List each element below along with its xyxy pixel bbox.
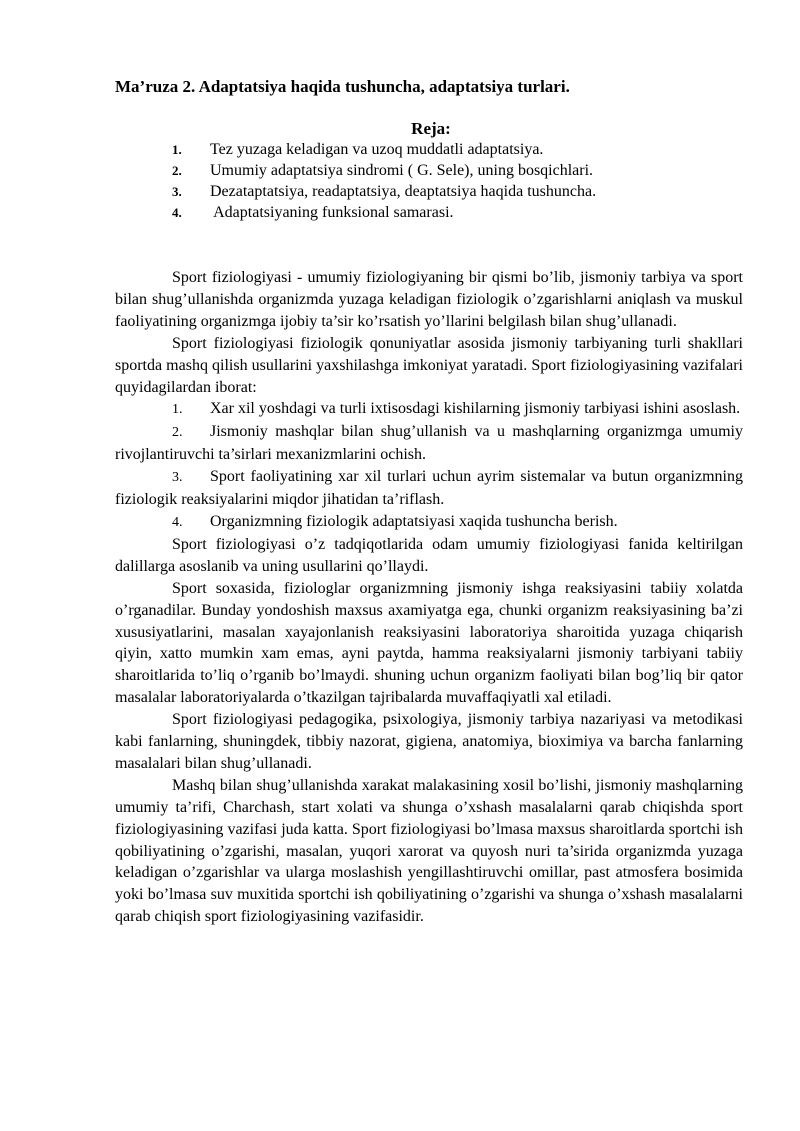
plan-item-text: Adaptatsiyaning funksional samarasi.: [210, 204, 454, 221]
plan-item-number: 3.: [172, 184, 182, 199]
body-paragraph: Sport fiziologiyasi o’z tadqiqotlarida odam umumiy fiziologiyasi fanida keltirilgan dalillarga asoslanib va uning usullarini qo’llaydi.: [115, 535, 743, 575]
plan-item-text: Tez yuzaga keladigan va uzoq muddatli adaptatsiya.: [210, 141, 544, 158]
body-paragraph: Sport fiziologiyasi pedagogika, psixologiya, jismoniy tarbiya nazariyasi va metodikasi kabi fanlarning, shuningdek, tibbiy nazorat, gigiena, anatomiya, bioximiya va barcha fanlarning masalalari bilan shug’ullanadi.: [115, 711, 743, 772]
task-text: Xar xil yoshdagi va turli ixtisosdagi kishilarning jismoniy tarbiyasi ishini asoslash.: [210, 400, 741, 418]
plan-item-number: 1.: [172, 142, 182, 157]
task-text: Sport faoliyatining xar xil turlari uchun ayrim sistemalar va butun organizmning fiziologik reaksiyalarini miqdor jihatidan ta’riflash.: [115, 468, 743, 509]
plan-item-text: Dezataptatsiya, readaptatsiya, deaptatsiya haqida tushuncha.: [210, 183, 597, 200]
lecture-title: Ma’ruza 2. Adaptatsiya haqida tushuncha, adaptatsiya turlari.: [115, 77, 570, 96]
plan-item-number: 4.: [172, 205, 182, 220]
plan-heading: Reja:: [411, 119, 451, 138]
body-paragraph: Sport fiziologiyasi - umumiy fiziologiyaning bir qismi bo’lib, jismoniy tarbiya va sport bilan shug’ullanishda organizmda yuzaga keladigan fiziologik o’zgarishlarni aniqlash va muskul faoliyatining organizmga ijobiy ta’sir ko’rsatish yo’llarini belgilash bilan shug’ullanadi.: [115, 269, 743, 330]
task-text: Jismoniy mashqlar bilan shug’ullanish va u mashqlarning organizmga umumiy rivojlantiruvchi ta’sirlari mexanizmlarini ochish.: [115, 423, 743, 464]
body-paragraph: Sport fiziologiyasi fiziologik qonuniyatlar asosida jismoniy tarbiyaning turli shakllari sportda mashq qilish usullarini yaxshilashga imkoniyat yaratadi. Sport fiziologiyasining vazifalari quyidagilardan iborat:: [115, 334, 743, 396]
plan-item: [115, 139, 743, 160]
document-page: [115, 76, 743, 928]
task-item: [115, 466, 743, 511]
section-spacer: [115, 223, 743, 267]
plan-item: [115, 181, 743, 202]
plan-list: [115, 139, 743, 223]
plan-item-text: Umumiy adaptatsiya sindromi ( G. Sele), uning bosqichlari.: [210, 162, 594, 179]
plan-item: [115, 160, 743, 181]
plan-item-number: 2.: [172, 163, 182, 178]
task-number: 2.: [172, 425, 183, 441]
task-text: Organizmning fiziologik adaptatsiyasi xaqida tushuncha berish.: [210, 512, 618, 530]
body-paragraph: Mashq bilan shug’ullanishda xarakat malakasining xosil bo’lishi, jismoniy mashqlarning umumiy ta’rifi, Charchash, start xolati va shunga o’xshash masalalarni qarab chiqishda sport fiziologiyasining vazifasi juda katta. Sport fiziologiyasi bo’lmasa maxsus sharoitlarda sportchi ish qobiliyatining o’zgarishi, masalan, yuqori xarorat va quyosh nuri ta’sirida organizmda yuzaga keladigan o’zgarishlar va ularga moslashish yengillashtiruvchi omillar, past atmosfera bosimida yoki bo’lmasa suv muxitida sportchi ish qobiliyatining o’zgarishi va shunga o’xshash masalalarni qarab chiqish sport fiziologiyasining vazifasidir.: [115, 776, 743, 926]
task-number: 4.: [172, 514, 183, 530]
task-item: [115, 421, 743, 466]
task-item: [115, 511, 743, 534]
task-number: 1.: [172, 402, 183, 418]
task-number: 3.: [172, 470, 183, 486]
plan-item: [115, 202, 743, 223]
task-item: [115, 398, 743, 421]
body-paragraph: Sport soxasida, fiziologlar organizmning jismoniy ishga reaksiyasini tabiiy xolatda o’rganadilar. Bunday yondoshish maxsus axamiyatga ega, chunki organizm reaksiyasining ba’zi xususiyatlarini, masalan xayajonlanish reaksiyasini laboratoriya sharoitida yuzaga chiqarish qiyin, xatto mumkin xam emas, ayni paytda, hamma reaksiyalarni jismoniy tarbiyani tabiiy sharoitlarida to’liq o’rganib bo’lmaydi. shuning uchun organizm faoliyati bilan bog’liq bir qator masalalar laboratoriyalarda o’tkazilgan tajribalarda muvaffaqiyatli xal etiladi.: [115, 579, 743, 707]
